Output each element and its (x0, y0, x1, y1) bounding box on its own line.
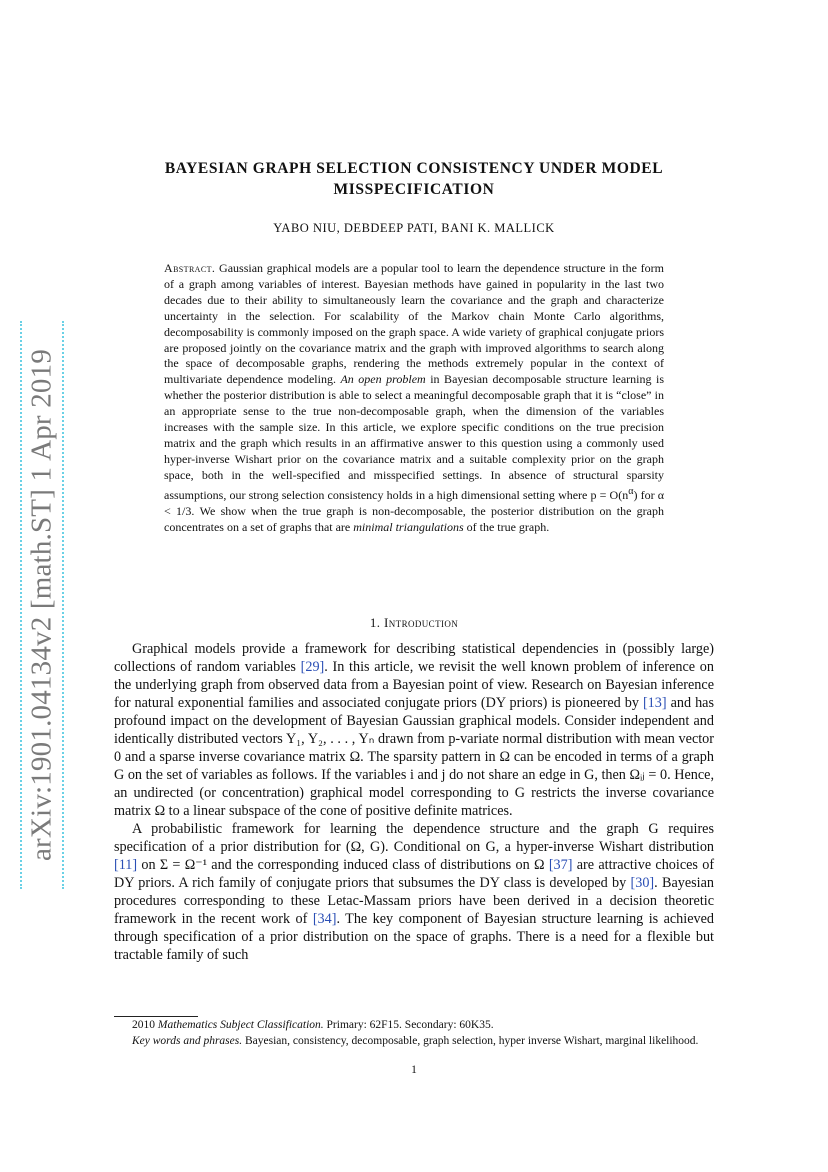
citation-link[interactable]: [30] (630, 875, 655, 891)
abstract-emphasis-open-problem: An open problem (340, 372, 426, 387)
keywords-label: Key words and phrases. (132, 1035, 243, 1047)
para2-text-5: . The key component of Bayesian structure learning is achieved through specification of a prior distribution on the space of graphs. There is a need for a flexible but tractable family of such (114, 911, 714, 963)
para1-text-2: . In this article, we revisit the well known problem of inference on the underlying graph from observed data from a Bayesian point of view. Research on Bayesian inference for natural exponential families and associated conjugate priors (DY priors) is pioneered by (114, 659, 714, 711)
abstract-text-4: of the true graph. (466, 519, 550, 534)
introduction-body (114, 640, 714, 964)
title-line-1: BAYESIAN GRAPH SELECTION CONSISTENCY UNDER MODEL (164, 160, 664, 177)
footnote-keywords (114, 1033, 714, 1049)
section-title: Introduction (384, 615, 459, 630)
section-heading-introduction (114, 615, 714, 631)
abstract-text-2: in Bayesian decomposable structure learning is whether the posterior distribution is able to select a meaningful decomposable graph that it is “close” in an appropriate sense to the true non-decomposable graph, when the dimension of the variables increases with the sample size. In this article, we explore specific conditions on the true precision matrix and the graph which results in an affirmative answer to this question using a commonly used hyper-inverse Wishart prior on the covariance matrix and a suitable complexity prior on the graph space, both in the well-specified and misspecified settings. In absence of structural sparsity assumptions, our strong selection consistency holds in a high dimensional setting where p = O(n (164, 372, 665, 502)
abstract (164, 261, 664, 535)
citation-link[interactable]: [29] (300, 659, 325, 675)
abstract-label: Abstract. (164, 261, 216, 275)
paper-title (120, 158, 708, 200)
abstract-text-1: Gaussian graphical models are a popular tool to learn the dependence structure in the form of a graph among variables of interest. Bayesian methods have gained in popularity in the last two decades due to their ability to simultaneously learn the covariance and the graph and characterize uncertainty in the selection. For scalability of the Markov chain Monte Carlo algorithms, decomposability is commonly imposed on the graph space. A wide variety of graphical conjugate priors are proposed jointly on the covariance matrix and the graph with improved algorithms to search along the space of decomposable graphs, rendering the methods extremely popular in the context of multivariate dependence modeling. (164, 261, 664, 387)
msc-text: Primary: 62F15. Secondary: 60K35. (326, 1019, 494, 1031)
title-line-2: MISSPECIFICATION (333, 181, 495, 198)
msc-year: 2010 (132, 1019, 155, 1031)
msc-label: Mathematics Subject Classification. (157, 1019, 324, 1031)
section-number: 1. (369, 615, 381, 630)
para2-text-4: . Bayesian procedures corresponding to these Letac-Massam priors have been derived in a decision theoretic framework in the recent work of (114, 875, 715, 927)
para1-text-3: and has profound impact on the development of Bayesian Gaussian graphical models. Consider independent and identically distributed vectors Y₁, Y₂, . . . , Yₙ drawn from p-variate normal distribution with mean vector 0 and a sparse inverse covariance matrix Ω. The sparsity pattern in Ω can be encoded in terms of a graph G on the set of variables as follows. If the variables i and j do not share an edge in G, then Ωᵢⱼ = 0. Hence, an undirected (or concentration) graphical model corresponding to G restricts the inverse covariance matrix Ω to a linear subspace of the cone of positive definite matrices. (114, 695, 714, 819)
citation-link[interactable]: [13] (642, 695, 667, 711)
footnotes (114, 1017, 714, 1049)
footnote-msc (114, 1017, 714, 1033)
keywords-text: Bayesian, consistency, decomposable, graph selection, hyper inverse Wishart, marginal likelihood. (244, 1035, 699, 1047)
para2-text-2: on Σ = Ω⁻¹ and the corresponding induced class of distributions on Ω (141, 857, 545, 873)
arxiv-stamp[interactable] (20, 321, 64, 889)
arxiv-id: arXiv:1901.04134v2 [math.ST] 1 Apr 2019 (25, 348, 58, 862)
citation-link[interactable]: [37] (548, 857, 573, 873)
para2-text-3: are attractive choices of DY priors. A rich family of conjugate priors that subsumes the DY class is developed by (114, 857, 715, 891)
citation-link[interactable]: [11] (114, 857, 138, 873)
paragraph-1 (114, 640, 714, 820)
authors: YABO NIU, DEBDEEP PATI, BANI K. MALLICK (273, 221, 555, 235)
abstract-text-3: ) for α < 1/3. We show when the true graph is non-decomposable, the posterior distribution on the graph concentrates on a set of graphs that are (164, 487, 664, 534)
citation-link[interactable]: [34] (312, 911, 337, 927)
abstract-emphasis-minimal-triangulations: minimal triangulations (353, 519, 464, 534)
para1-text-1: Graphical models provide a framework for describing statistical dependencies in (possibly large) collections of random variables (114, 641, 714, 675)
para2-text-1: A probabilistic framework for learning the dependence structure and the graph G requires specification of a prior distribution for (Ω, G). Conditional on G, a hyper-inverse Wishart distribution (114, 821, 714, 855)
abstract-alpha-superscript: α (628, 485, 634, 497)
paragraph-2 (114, 820, 714, 964)
page-number: 1 (411, 1064, 417, 1076)
